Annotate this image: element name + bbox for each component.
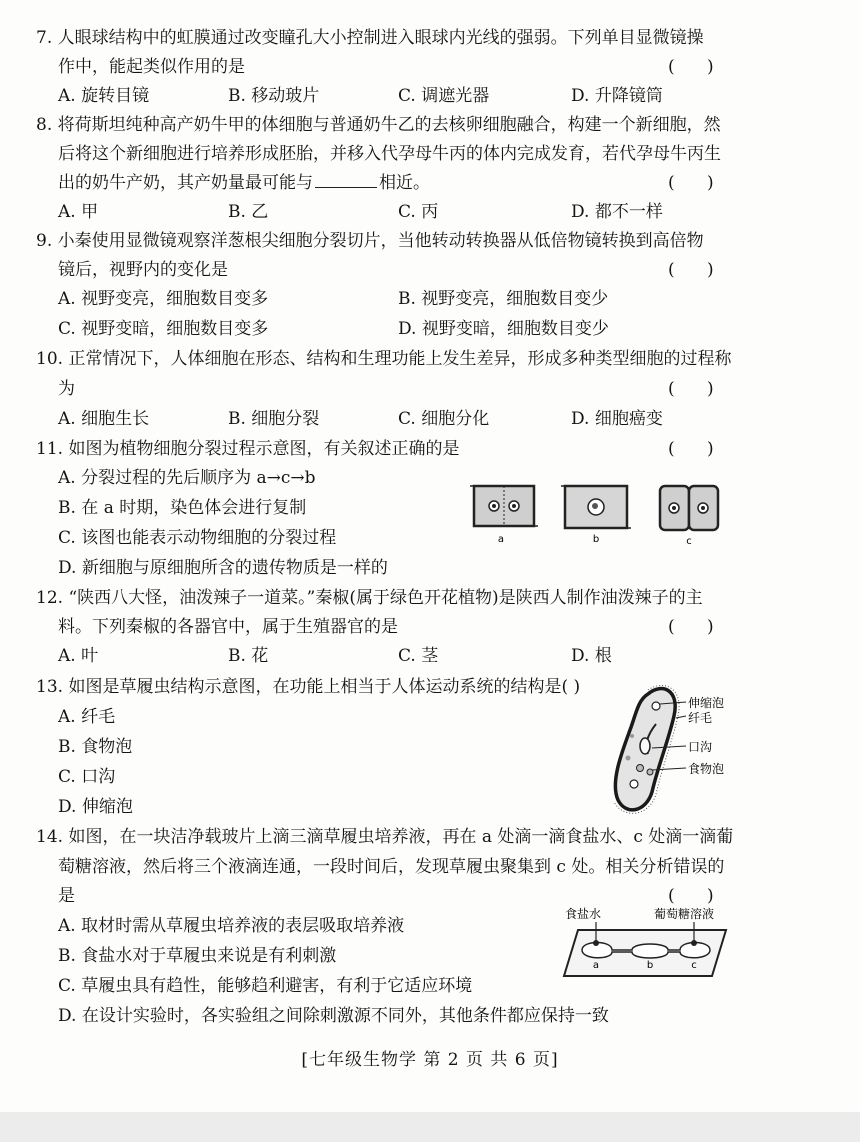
cell-label-c: c [686, 536, 692, 546]
answer-bracket-8: ( ) [668, 173, 714, 193]
paramecium-label-cilia: 纤毛 [688, 711, 713, 725]
question-14-stem-cont-2: 是 [58, 886, 75, 906]
option-14c: C. 草履虫具有趋性，能够趋利避害，有利于它适应环境 [58, 976, 473, 996]
slide-label-salt-water: 食盐水 [565, 907, 602, 921]
question-11-stem: 11. 如图为植物细胞分裂过程示意图，有关叙述正确的是 [36, 439, 460, 459]
option-8a: A. 甲 [58, 202, 99, 222]
option-7b: B. 移动玻片 [228, 86, 320, 106]
page-footer: [七年级生物学 第 2 页 共 6 页] [301, 1050, 559, 1070]
drop-label-a: a [592, 960, 600, 971]
option-10a: A. 细胞生长 [58, 409, 150, 429]
question-8-text-before-blank: 出的奶牛产奶，其产奶量最可能与 [58, 173, 313, 193]
option-12c: C. 茎 [398, 646, 439, 666]
question-14-stem: 14. 如图，在一块洁净载玻片上滴三滴草履虫培养液，再在 a 处滴一滴食盐水、c 处滴一滴葡 [36, 827, 734, 847]
cell-a-diagram [470, 486, 538, 526]
question-7-stem: 7. 人眼球结构中的虹膜通过改变瞳孔大小控制进入眼球内光线的强弱。下列单目显微镜操 [36, 28, 704, 48]
option-14a: A. 取材时需从草履虫培养液的表层吸取培养液 [58, 916, 405, 936]
option-11b: B. 在 a 时期，染色体会进行复制 [58, 498, 307, 518]
option-14b: B. 食盐水对于草履虫来说是有利刺激 [58, 946, 337, 966]
drop-label-b: b [646, 960, 654, 971]
option-7d: D. 升降镜筒 [571, 86, 663, 106]
option-11c: C. 该图也能表示动物细胞的分裂过程 [58, 528, 337, 548]
cell-division-figure [468, 480, 728, 546]
option-7a: A. 旋转目镜 [58, 86, 150, 106]
option-10b: B. 细胞分裂 [228, 409, 320, 429]
question-9-stem-cont: 镜后，视野内的变化是 [58, 260, 228, 280]
cell-label-a: a [497, 534, 505, 545]
answer-bracket-7: ( ) [668, 57, 714, 77]
option-8c: C. 丙 [398, 202, 439, 222]
cell-label-b: b [592, 534, 600, 545]
option-13d: D. 伸缩泡 [58, 797, 133, 817]
option-13c: C. 口沟 [58, 767, 116, 787]
answer-bracket-11: ( ) [668, 439, 714, 459]
option-11a: A. 分裂过程的先后顺序为 a→c→b [58, 468, 316, 488]
fill-in-blank [315, 172, 377, 188]
paramecium-label-contractile-vacuole: 伸缩泡 [688, 696, 725, 710]
paramecium-label-food-vacuole: 食物泡 [688, 762, 725, 776]
question-8-text-after-blank: 相近。 [379, 173, 430, 193]
option-9a: A. 视野变亮，细胞数目变多 [58, 289, 269, 309]
option-13a: A. 纤毛 [58, 707, 116, 727]
connected-drops [582, 943, 710, 959]
option-12b: B. 花 [228, 646, 269, 666]
question-10-stem: 10. 正常情况下，人体细胞在形态、结构和生理功能上发生差异，形成多种类型细胞的过程称 [36, 349, 732, 369]
answer-bracket-10: ( ) [668, 379, 714, 399]
slide-label-glucose-solution: 葡萄糖溶液 [654, 907, 715, 921]
option-12a: A. 叶 [58, 646, 99, 666]
question-8-stem-cont-2 [58, 172, 430, 194]
option-13b: B. 食物泡 [58, 737, 133, 757]
option-10c: C. 细胞分化 [398, 409, 490, 429]
question-12-stem-cont: 料。下列秦椒的各器官中，属于生殖器官的是 [58, 617, 398, 637]
question-10-stem-cont: 为 [58, 379, 75, 399]
option-11d: D. 新细胞与原细胞所含的遗传物质是一样的 [58, 558, 388, 578]
option-9b: B. 视野变亮，细胞数目变少 [398, 289, 609, 309]
question-9-stem: 9. 小秦使用显微镜观察洋葱根尖细胞分裂切片，当他转动转换器从低倍物镜转换到高倍物 [36, 231, 704, 251]
option-7c: C. 调遮光器 [398, 86, 490, 106]
option-12d: D. 根 [571, 646, 612, 666]
question-13-stem: 13. 如图是草履虫结构示意图，在功能上相当于人体运动系统的结构是( ) [36, 677, 581, 697]
cell-b-diagram [561, 486, 631, 528]
paramecium-label-oral-groove: 口沟 [688, 740, 713, 754]
option-8b: B. 乙 [228, 202, 269, 222]
question-8-stem-cont: 后将这个新细胞进行培养形成胚胎，并移入代孕母牛丙的体内完成发育，若代孕母牛丙生 [58, 144, 721, 164]
option-10d: D. 细胞癌变 [571, 409, 663, 429]
slide-experiment-figure [560, 906, 730, 980]
question-12-stem: 12. “陕西八大怪，油泼辣子一道菜。”秦椒(属于绿色开花植物)是陕西人制作油泼辣子的主 [36, 588, 703, 608]
question-8-stem: 8. 将荷斯坦纯种高产奶牛甲的体细胞与普通奶牛乙的去核卵细胞融合，构建一个新细胞，然 [36, 115, 721, 135]
option-9d: D. 视野变暗，细胞数目变少 [398, 319, 609, 339]
question-7-stem-cont: 作中，能起类似作用的是 [58, 57, 245, 77]
paramecium-figure [604, 680, 830, 820]
answer-bracket-14: ( ) [668, 886, 714, 906]
scan-bottom-margin [0, 1112, 860, 1142]
answer-bracket-9: ( ) [668, 260, 714, 280]
drop-label-c: c [691, 960, 697, 971]
answer-bracket-12: ( ) [668, 617, 714, 637]
option-14d: D. 在设计实验时，各实验组之间除刺激源不同外，其他条件都应保持一致 [58, 1006, 609, 1026]
option-9c: C. 视野变暗，细胞数目变多 [58, 319, 269, 339]
option-8d: D. 都不一样 [571, 202, 663, 222]
cell-c-diagram [660, 486, 718, 530]
question-14-stem-cont: 萄糖溶液，然后将三个液滴连通，一段时间后，发现草履虫聚集到 c 处。相关分析错误的 [58, 857, 725, 877]
